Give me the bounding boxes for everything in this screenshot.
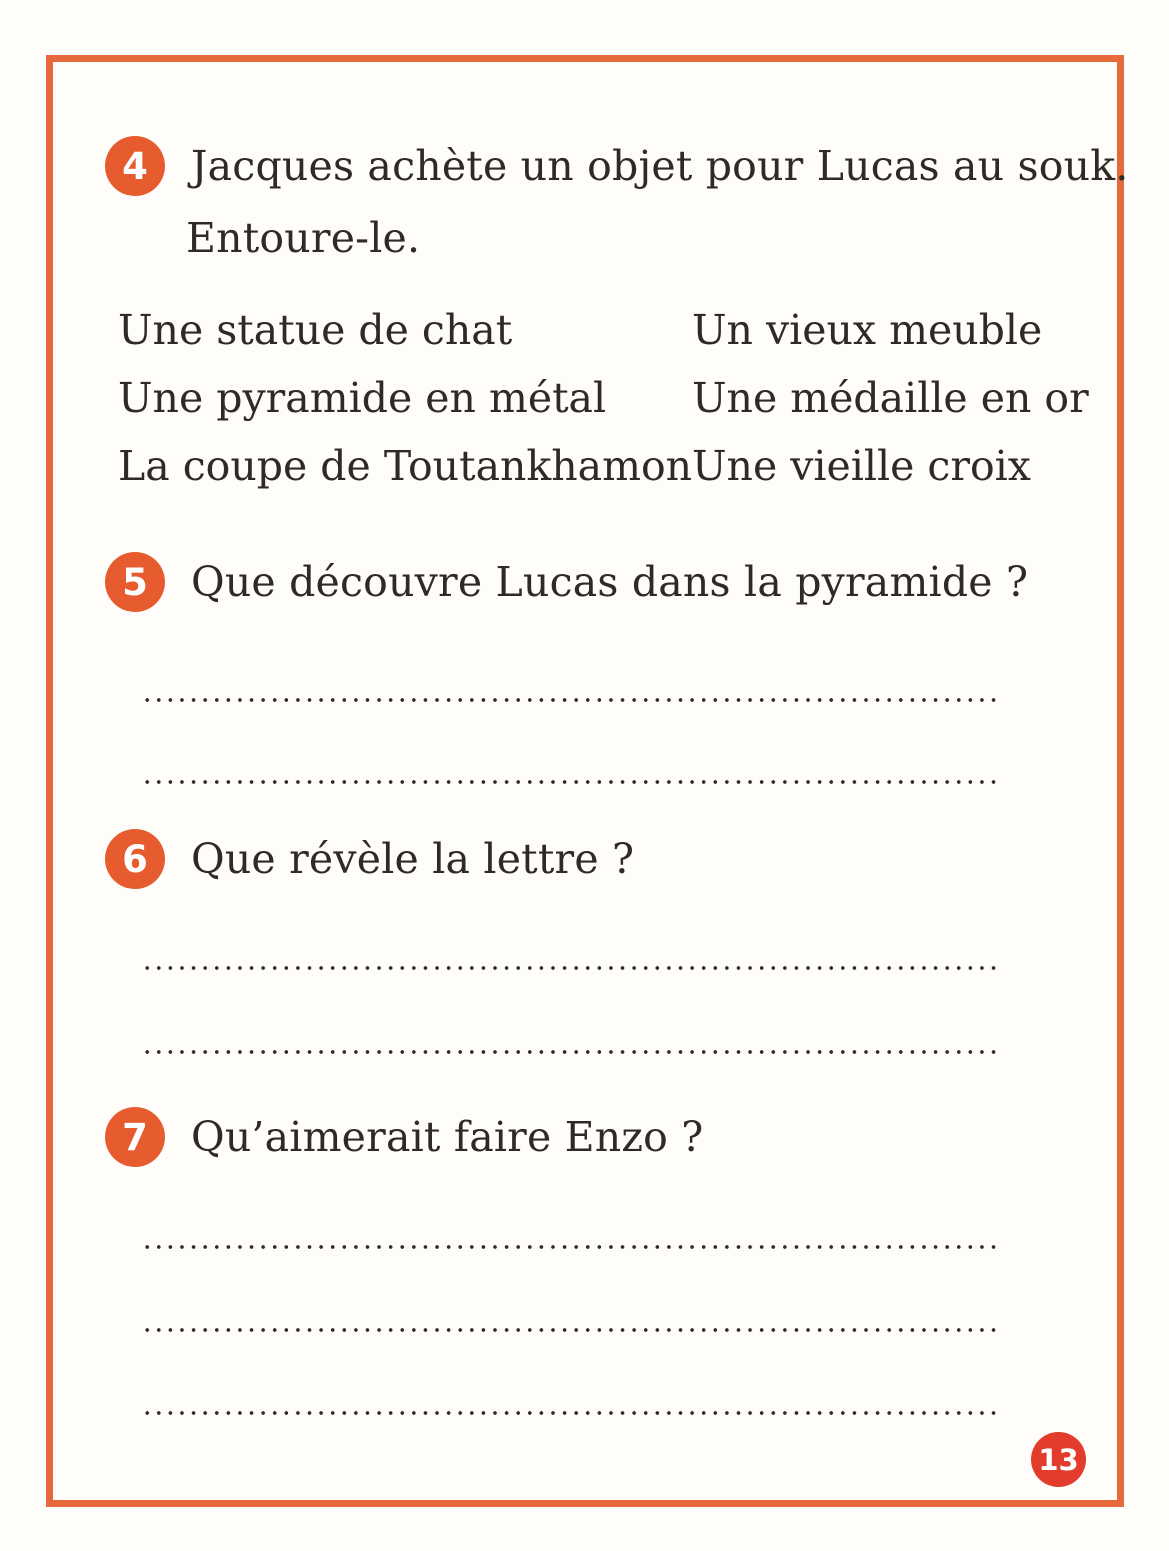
answer-line (145, 964, 1001, 972)
question-5-badge: 5 (105, 552, 165, 612)
option-medaille-en-or: Une médaille en or (692, 374, 1089, 422)
question-7 (105, 1107, 703, 1167)
page-number-badge: 13 (1031, 1432, 1086, 1487)
question-4-text-line2: Entoure-le. (186, 214, 421, 262)
question-6 (105, 829, 634, 889)
question-7-text: Qu’aimerait faire Enzo ? (191, 1113, 704, 1161)
question-4-text-line1: Jacques achète un objet pour Lucas au souk. (191, 142, 1129, 190)
options-column-left (118, 296, 692, 500)
worksheet-page (46, 55, 1129, 1507)
option-statue-de-chat: Une statue de chat (118, 306, 513, 354)
answer-line (145, 1243, 1001, 1251)
question-4 (105, 136, 1129, 196)
question-7-badge: 7 (105, 1107, 165, 1167)
answer-line (145, 1326, 1001, 1334)
question-6-badge: 6 (105, 829, 165, 889)
option-coupe-de-toutankhamon: La coupe de Toutankhamon (118, 442, 693, 490)
answer-line (145, 1409, 1001, 1417)
answer-line (145, 778, 1001, 786)
question-4-badge: 4 (105, 136, 165, 196)
option-pyramide-en-metal: Une pyramide en métal (118, 374, 607, 422)
option-vieux-meuble: Un vieux meuble (692, 306, 1043, 354)
question-6-text: Que révèle la lettre ? (191, 835, 635, 883)
answer-line (145, 696, 1001, 704)
answer-line (145, 1048, 1001, 1056)
option-vieille-croix: Une vieille croix (692, 442, 1031, 490)
question-5-text: Que découvre Lucas dans la pyramide ? (191, 558, 1029, 606)
options-column-right (692, 296, 1089, 500)
options-list (118, 296, 1089, 500)
question-5 (105, 552, 1028, 612)
